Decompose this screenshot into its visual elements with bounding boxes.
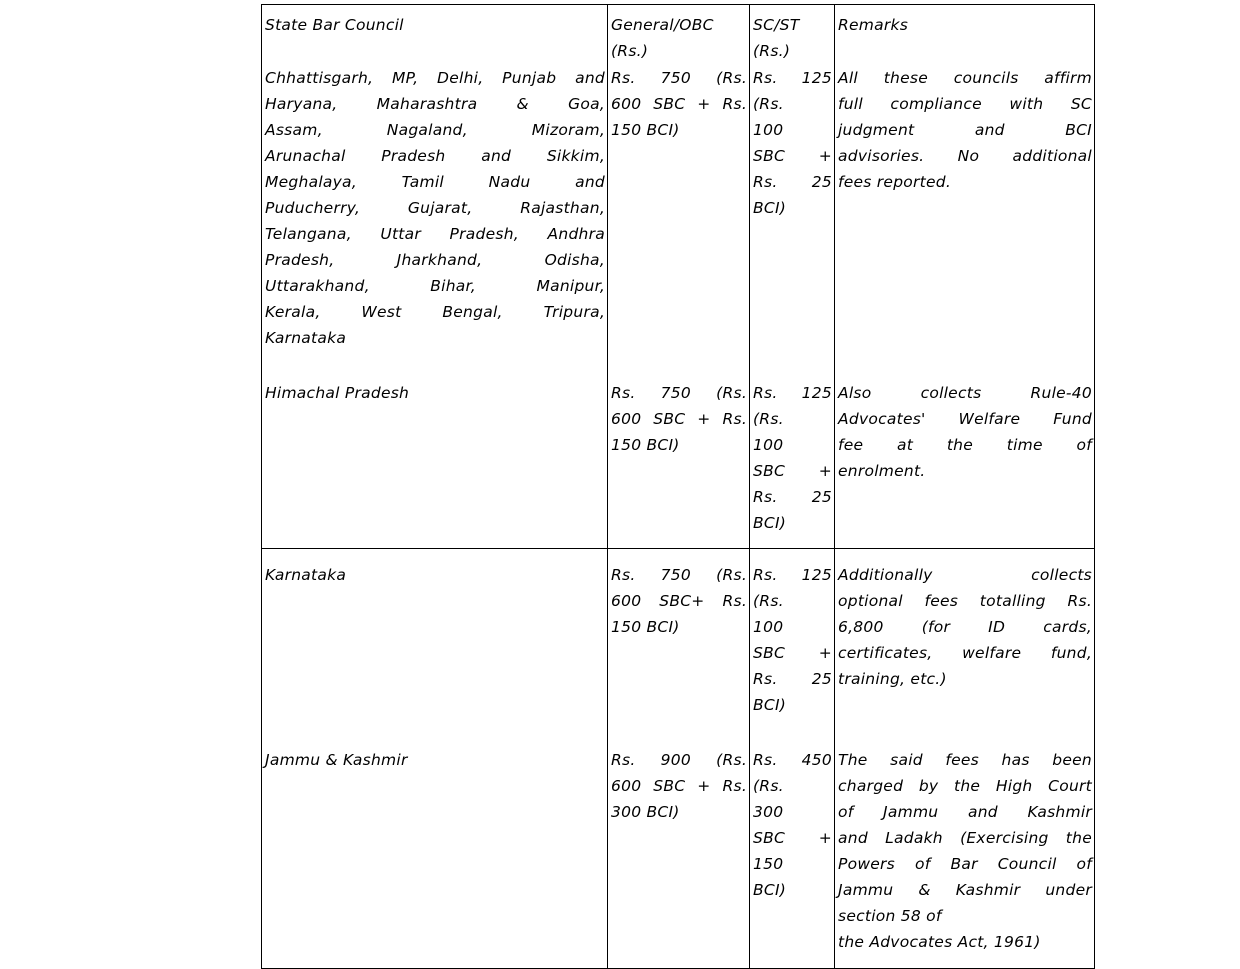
col-header-state-bar-council: State Bar Council <box>262 5 608 65</box>
cell-remarks: The said fees has been charged by the High Court of Jammu and Kashmir and Ladakh (Exercising the Powers of Bar Council of Jammu & Kashmir under section 58 of the Advocates Act, 1961) <box>835 735 1095 969</box>
cell-council-names: Karnataka <box>262 549 608 735</box>
cell-council-names: Jammu & Kashmir <box>262 735 608 969</box>
cell-remarks: Additionally collects optional fees totalling Rs. 6,800 (for ID cards, certificates, welfare fund, training, etc.) <box>835 549 1095 735</box>
cell-council-names: Chhattisgarh, MP, Delhi, Punjab and Haryana, Maharashtra & Goa, Assam, Nagaland, Mizoram, Arunachal Pradesh and Sikkim, Meghalaya, Tamil Nadu and Puducherry, Gujarat, Rajasthan, Telangana, Uttar Pradesh, Andhra Pradesh, Jharkhand, Odisha, Uttarakhand, Bihar, Manipur, Kerala, West Bengal, Tripura, Karnataka <box>262 64 608 379</box>
cell-remarks: Also collects Rule-40 Advocates' Welfare Fund fee at the time of enrolment. <box>835 379 1095 549</box>
cell-sc-st-fee: Rs. 125 (Rs. 100 SBC + Rs. 25 BCI) <box>750 64 835 379</box>
table-header-row <box>262 5 1095 65</box>
enrolment-fee-table <box>261 4 1095 969</box>
col-header-sc-st-fee: SC/ST (Rs.) <box>750 5 835 65</box>
cell-general-obc-fee: Rs. 750 (Rs. 600 SBC+ Rs. 150 BCI) <box>608 549 750 735</box>
cell-sc-st-fee: Rs. 450 (Rs. 300 SBC + 150 BCI) <box>750 735 835 969</box>
table-row-multiple-councils <box>262 64 1095 379</box>
cell-general-obc-fee: Rs. 750 (Rs. 600 SBC + Rs. 150 BCI) <box>608 64 750 379</box>
cell-sc-st-fee: Rs. 125 (Rs. 100 SBC + Rs. 25 BCI) <box>750 379 835 549</box>
cell-sc-st-fee: Rs. 125 (Rs. 100 SBC + Rs. 25 BCI) <box>750 549 835 735</box>
col-header-remarks: Remarks <box>835 5 1095 65</box>
cell-remarks: All these councils affirm full compliance with SC judgment and BCI advisories. No additional fees reported. <box>835 64 1095 379</box>
cell-council-names: Himachal Pradesh <box>262 379 608 549</box>
col-header-general-obc-fee: General/OBC (Rs.) <box>608 5 750 65</box>
cell-general-obc-fee: Rs. 750 (Rs. 600 SBC + Rs. 150 BCI) <box>608 379 750 549</box>
table-row-jammu-kashmir <box>262 735 1095 969</box>
table-row-karnataka <box>262 549 1095 735</box>
table-row-himachal-pradesh <box>262 379 1095 549</box>
cell-general-obc-fee: Rs. 900 (Rs. 600 SBC + Rs. 300 BCI) <box>608 735 750 969</box>
